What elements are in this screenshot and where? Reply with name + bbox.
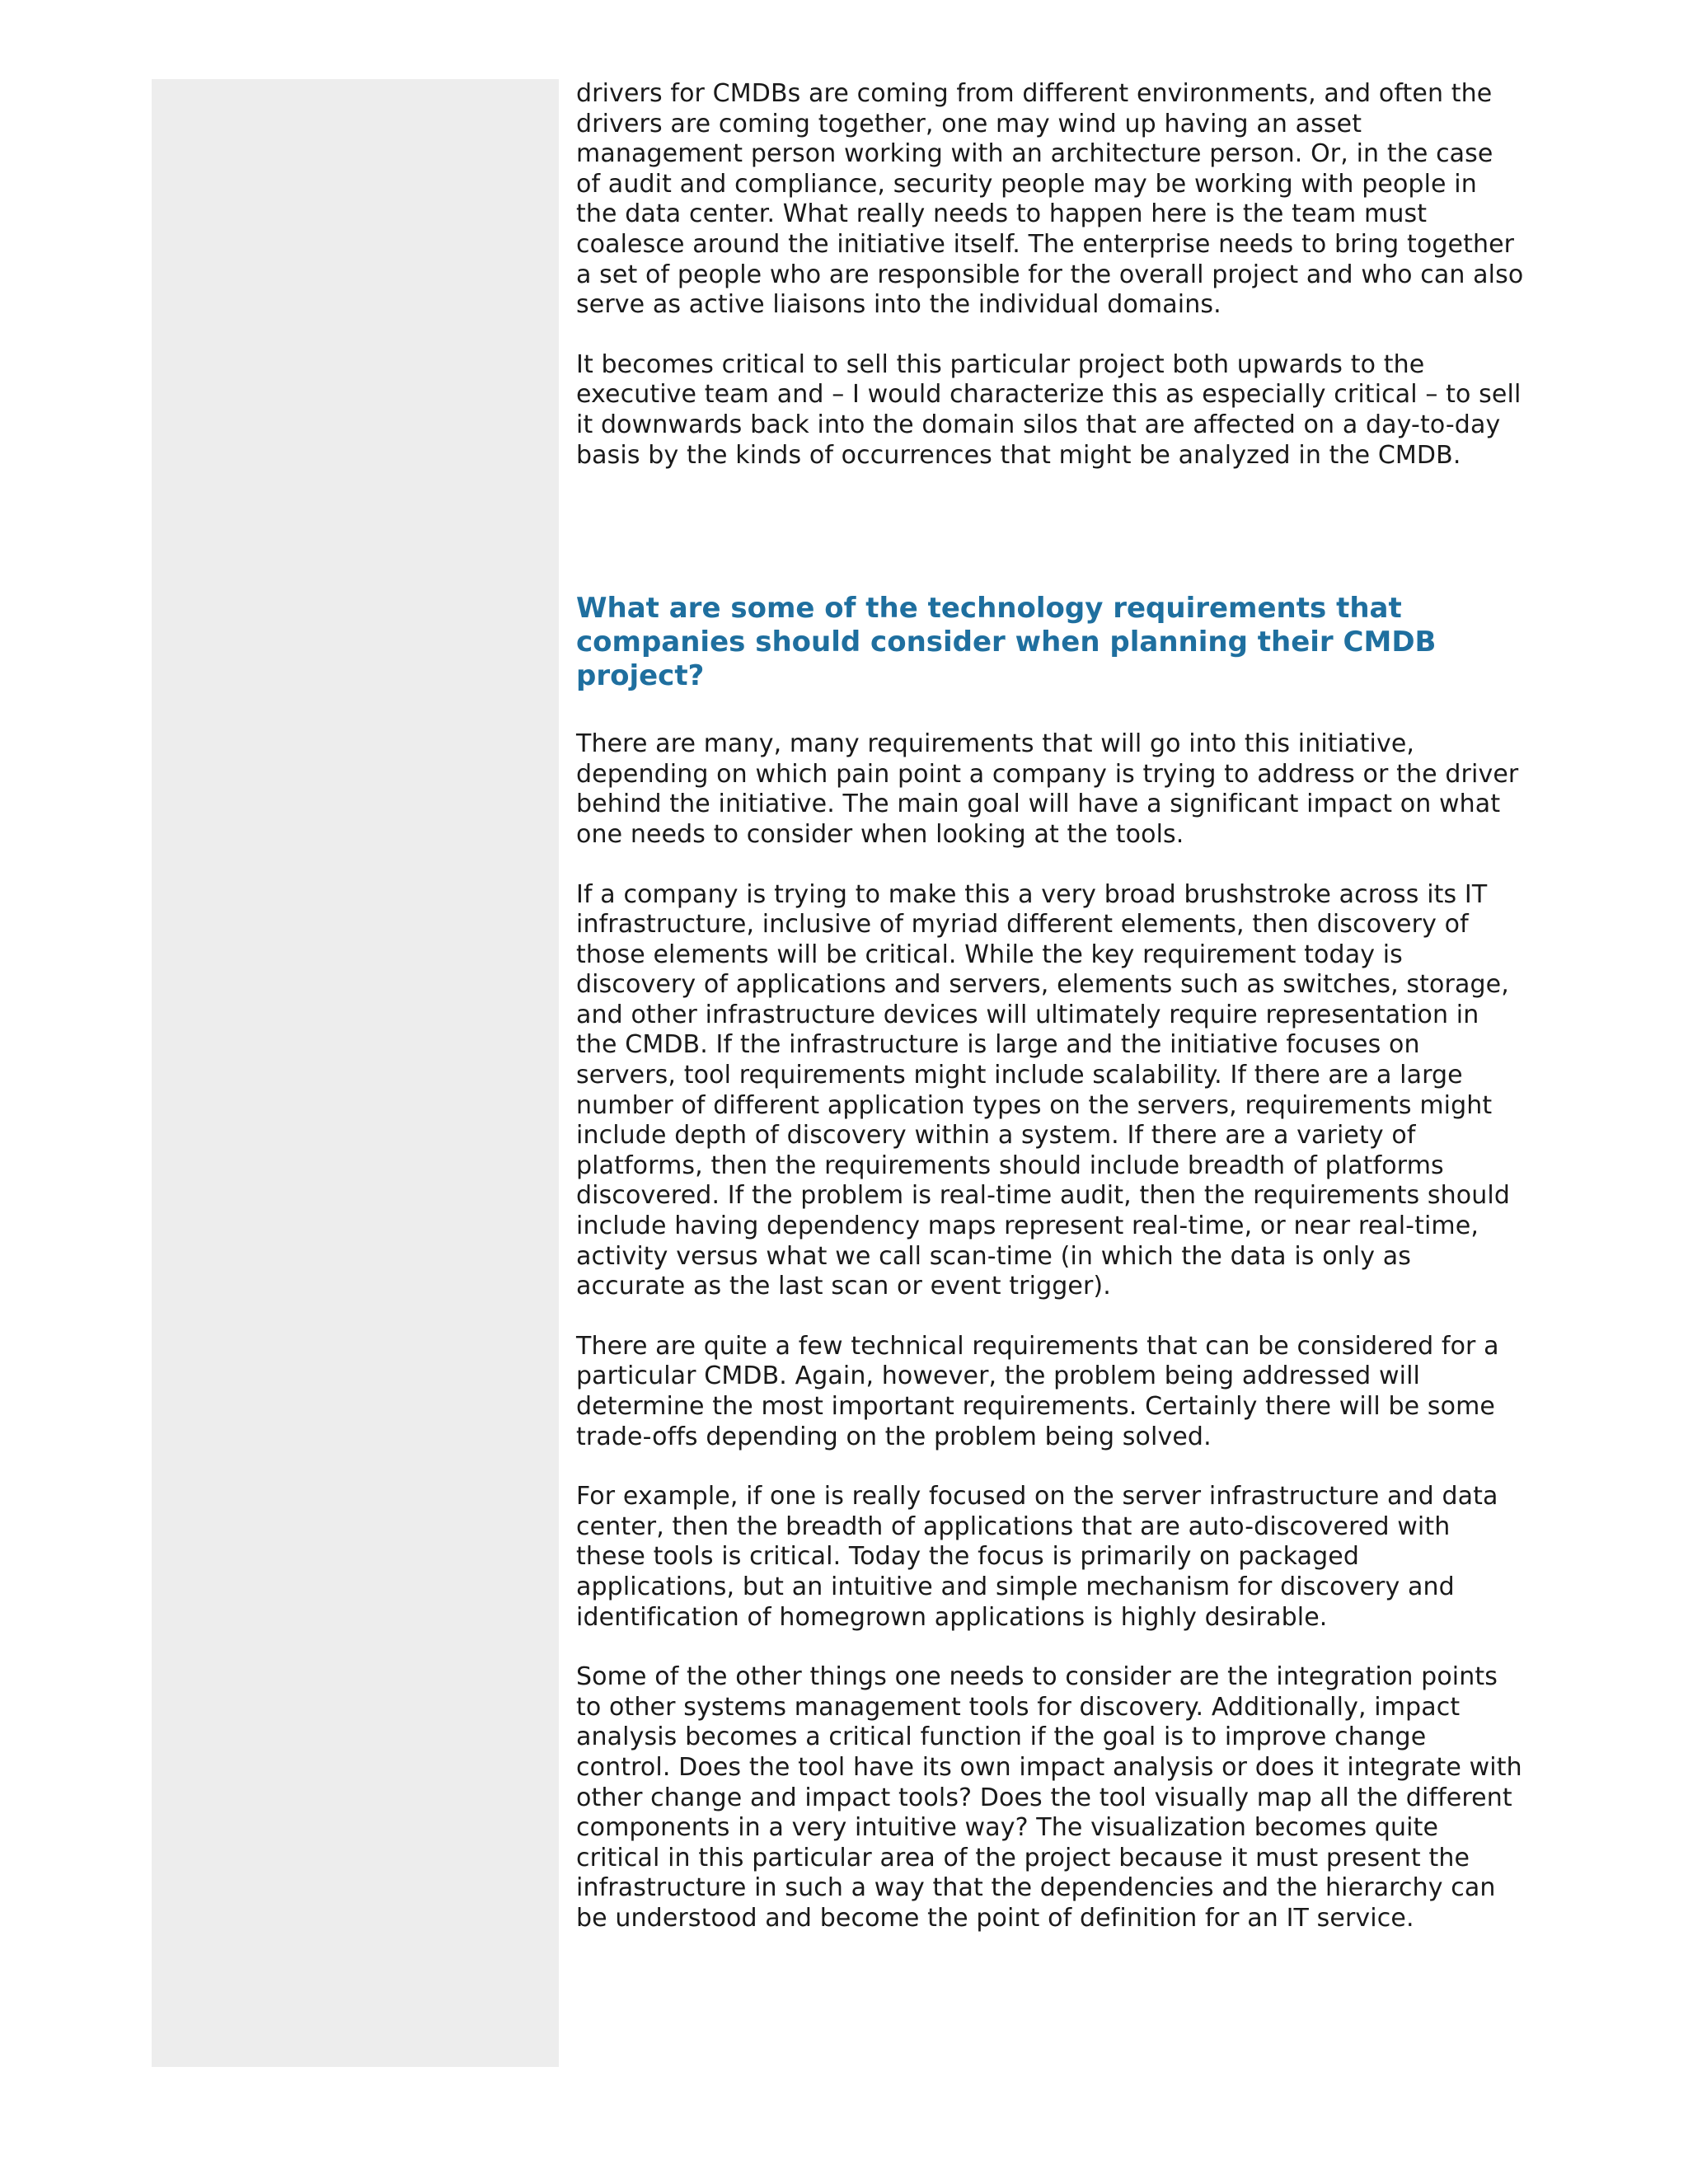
paragraph: There are quite a few technical requirements that can be considered for a particular CMDB. Again, however, the problem being addressed will determine the most important requirements. Certainly there will be some trade-offs depending on the problem being solved. xyxy=(576,1331,1499,1451)
paragraph: Some of the other things one needs to consider are the integration points to other systems management tools for discovery. Additionally, impact analysis becomes a critical function if the goal is to improve change control. Does the tool have its own impact analysis or does it integrate with other change and impact tools? Does the tool visually map all the different components in a very intuitive way? The visualization becomes quite critical in this particular area of the project because it must present the infrastructure in such a way that the dependencies and the hierarchy can be understood and become the point of definition for an IT service. xyxy=(576,1662,1522,1933)
paragraph: If a company is trying to make this a very broad brushstroke across its IT infrastructure, inclusive of myriad different elements, then discovery of those elements will be critical. While the key requirement today is discovery of applications and servers, elements such as switches, storage, and other infrastructure devices will ultimately require representation in the CMDB. If the infrastructure is large and the initiative focuses on servers, tool requirements might include scalability. If there are a large number of different application types on the servers, requirements might include depth of discovery within a system. If there are a variety of platforms, then the requirements should include breadth of platforms discovered. If the problem is real-time audit, then the requirements should include having dependency maps represent real-time, or near real-time, activity versus what we call scan-time (in which the data is only as accurate as the last scan or event trigger). xyxy=(576,879,1511,1301)
paragraph: drivers for CMDBs are coming from different environments, and often the drivers are coming together, one may wind up having an asset management person working with an architecture person. Or, in the case of audit and compliance, security people may be working with people in the data center. What really needs to happen here is the team must coalesce around the initiative itself. The enterprise needs to bring together a set of people who are responsible for the overall project and who can also serve as active liaisons into the individual domains. xyxy=(576,79,1524,320)
left-sidebar-panel xyxy=(152,79,559,2067)
paragraph: There are many, many requirements that will go into this initiative, depending on which pain point a company is trying to address or the driver behind the initiative. The main goal will have a significant impact on what one needs to consider when looking at the tools. xyxy=(576,729,1519,849)
article-body xyxy=(576,79,1524,1964)
paragraph: It becomes critical to sell this particular project both upwards to the executive team and – I would characterize this as especially critical – to sell it downwards back into the domain silos that are affected on a day-to-day basis by the kinds of occurrences that might be analyzed in the CMDB. xyxy=(576,349,1522,470)
paragraph: For example, if one is really focused on the server infrastructure and data center, then the breadth of applications that are auto-discovered with these tools is critical. Today the focus is primarily on packaged applications, but an intuitive and simple mechanism for discovery and identification of homegrown applications is highly desirable. xyxy=(576,1482,1498,1632)
section-heading: What are some of the technology requirements that companies should consider when planning their CMDB project? xyxy=(576,592,1437,693)
